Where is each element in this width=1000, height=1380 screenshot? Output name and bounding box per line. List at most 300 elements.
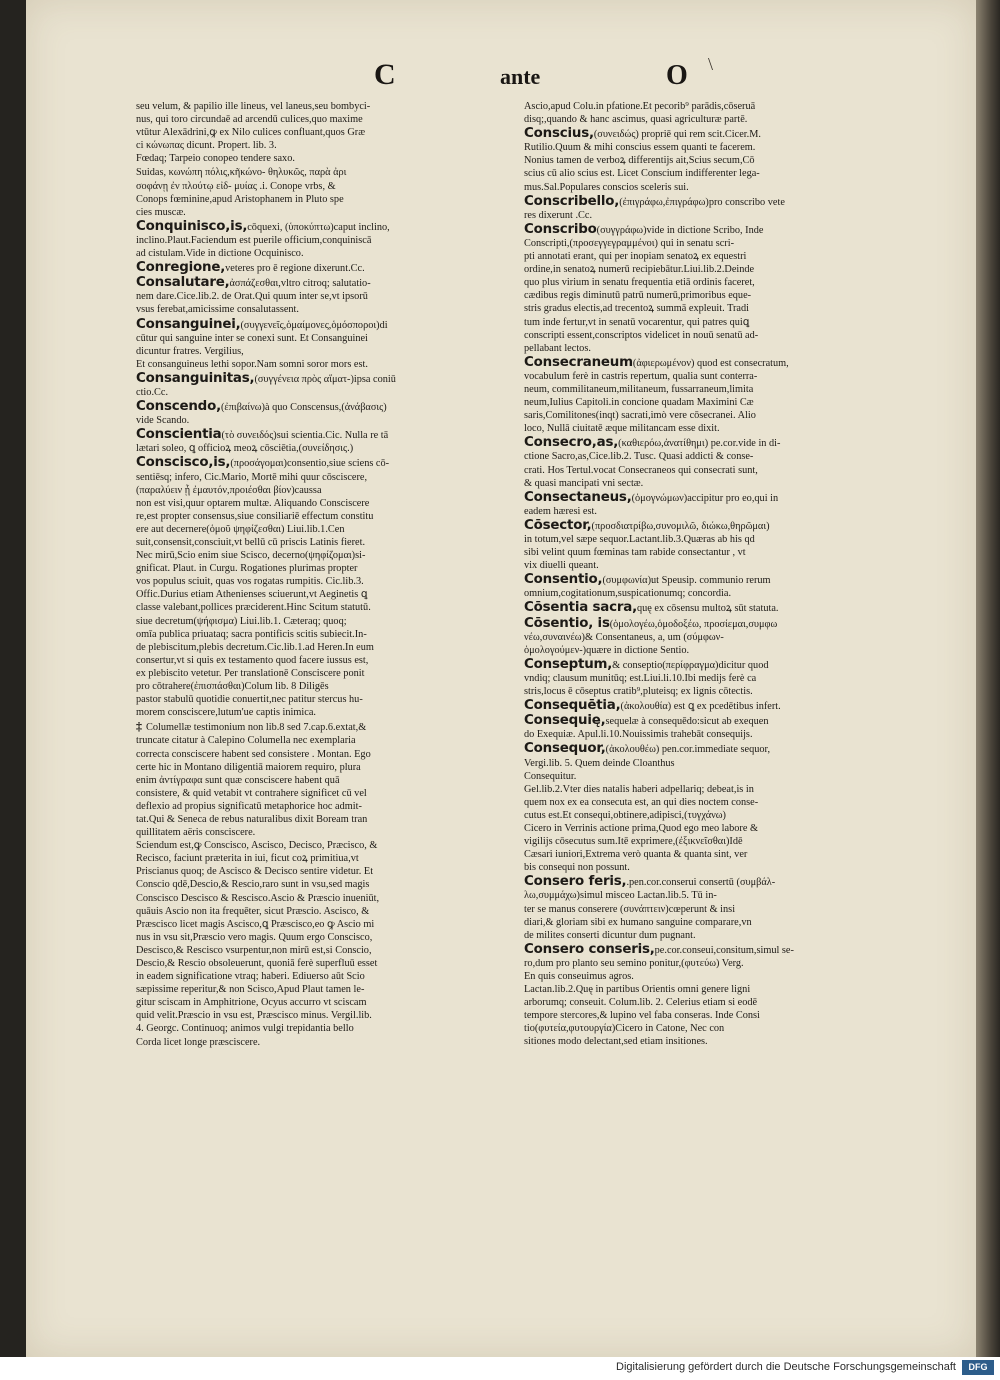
entry-line: [524, 714, 904, 728]
entry-line: [136, 892, 504, 905]
entry-text: arborumq; conseuit. Colum.lib. 2. Celerius etiam si eodē: [524, 997, 758, 1009]
entry-line: [524, 601, 904, 615]
entry-text: nus in vsu sit,Præscio vero magis. Quum ergo Conscisco,: [136, 931, 373, 943]
entry-text: pti annotati erant, qui per inopiam senatoꝝ ex equestri: [524, 251, 747, 263]
entry-text: quę ex cōsensu multoꝝ sūt statuta.: [636, 603, 779, 615]
dictionary-entry: [524, 617, 904, 657]
entry-line: [136, 905, 504, 918]
dictionary-entry: [136, 400, 504, 427]
entry-line: [136, 693, 504, 706]
entry-text: siue decretum(ψήφισμα) Liui.lib.1. Cæteraq; quoq;: [136, 615, 347, 627]
page-edge: [976, 0, 1000, 1357]
dictionary-entry: [524, 699, 904, 713]
entry-text: eadem hæresi est.: [524, 505, 597, 517]
dictionary-entry: [524, 658, 904, 698]
entry-text: cōquexi, (ὑποκύπτω)caput inclino,: [247, 221, 390, 233]
entry-text: vos populus sciuit, quas vos rogatas rumpitis. Cic.lib.3.: [136, 576, 364, 588]
entry-text: cutus est.Et consequi,obtinere,adipisci,(τυγχάνω): [524, 809, 726, 821]
entry-line: [524, 1022, 904, 1035]
entry-line: [136, 748, 504, 761]
entry-text: omīa publica priuataq; sacra pontificis scitis subiecit.In-: [136, 628, 367, 640]
entry-text: consistere, & quid vetabit vt contrahere significet cū vel: [136, 787, 367, 799]
entry-line: [136, 332, 504, 345]
entry-text: disq;,quando & hanc ascimus, quasi agriculturæ partē.: [524, 114, 748, 126]
entry-text: Conscio qdē,Descio,& Rescio,raro sunt in vsu,sed magis: [136, 879, 370, 891]
entry-line: [136, 761, 504, 774]
entry-line: [136, 152, 504, 165]
entry-line: [524, 970, 904, 983]
entry-line: [136, 414, 504, 427]
entry-line: [136, 957, 504, 970]
entry-line: [136, 497, 504, 510]
entry-text: pastor stabulū quotidie conuertit,nec patitur stercus hu-: [136, 694, 363, 706]
entry-text: Et consanguineus lethi sopor.Nam somni soror mors est.: [136, 358, 368, 370]
entry-text: conscripti essent,conscriptos videlicet in nouū senatū ad-: [524, 329, 759, 341]
dictionary-entry: [136, 166, 504, 218]
entry-text: lætari soleo, ꝗ officioꝝ meoꝝ cōsciētia,(συνείδησις.): [136, 443, 354, 455]
entry-line: [136, 234, 504, 247]
entry-headword: Consectaneus,: [524, 490, 632, 505]
entry-line: [136, 628, 504, 641]
entry-line: [136, 549, 504, 562]
entry-line: [524, 783, 904, 796]
entry-text: ὁμολογούμεν‑)quære in dictione Sentio.: [524, 644, 690, 656]
entry-line: [524, 370, 904, 383]
entry-line: [136, 813, 504, 826]
entry-headword: Conscientia: [136, 428, 222, 443]
entry-text: classe valebant,pollices præciderent.Hinc Scitum statutū.: [136, 602, 371, 614]
entry-line: [524, 617, 904, 631]
dictionary-entry: [524, 519, 904, 572]
entry-text: (προσάγομαι)consentio,siue sciens cō-: [230, 458, 390, 470]
entry-text: deflexio ad propius significatū metaphorice hoc admit-: [136, 800, 362, 812]
entry-text: ἀσπάζεσθαι,vltro citroq; salutatio-: [229, 278, 371, 290]
entry-text: de milites conserti dicuntur dum pugnant.: [524, 929, 696, 941]
entry-text: tio(φυτεία,φυτουργία)Cicero in Catone, Nec con: [524, 1023, 725, 1035]
entry-headword: Consero feris,: [524, 875, 627, 890]
entry-text: Lactan.lib.2.Quę in partibus Orientis omni genere ligni: [524, 984, 751, 996]
entry-text: certe hic in Montano diligentiā maiorem requiro, plura: [136, 761, 361, 773]
entry-text: ad cistulam.Vide in dictione Ocquinisco.: [136, 248, 304, 260]
entry-text: quem nox ex ea consecuta est, an qui dies noctem conse-: [524, 796, 759, 808]
entry-text: Vergi.lib. 5. Quem deinde Cloanthus: [524, 757, 675, 769]
footer-bar: [0, 1357, 1000, 1380]
entry-line: [524, 996, 904, 1009]
entry-headword: Cōsentio, is: [524, 616, 610, 631]
entry-headword: Conseptum,: [524, 657, 613, 672]
entry-text: vide Scando.: [136, 415, 190, 427]
entry-text: (ἐπιβαίνω)à quo Conscensus,(ἀνάβασις): [220, 402, 387, 414]
entry-line: [524, 559, 904, 572]
entry-line: [524, 396, 904, 409]
dictionary-entry: [524, 943, 904, 1049]
entry-text: quo plus virium in senatu frequentia etiā ordinis faceret,: [524, 277, 755, 289]
entry-text: loco, Nullā ciuitatē æque militancam esse dixit.: [524, 423, 720, 435]
running-head: [26, 54, 976, 98]
entry-line: [524, 519, 904, 533]
entry-headword: Cōsentia sacra,: [524, 601, 637, 616]
entry-text: pe.cor.conseui,consitum,simul se-: [654, 944, 794, 956]
entry-text: Recisco, faciunt præterita in iui, ficut coꝝ primitiua,vt: [136, 853, 359, 865]
entry-text: (ἀκολουθέω) pen.cor.immediate sequor,: [605, 744, 771, 756]
entry-line: [524, 127, 904, 141]
entry-line: [136, 442, 504, 455]
entry-line: [136, 276, 504, 290]
entry-text: veteres pro ē regione dixerunt.Cc.: [225, 263, 365, 275]
entry-line: [524, 889, 904, 902]
entry-text: pellabant lectos.: [524, 342, 591, 354]
entry-text: (ὁμογνώμων)accipitur pro eo,qui in: [631, 492, 779, 504]
entry-text: .pen.cor.conserui consertū (συμβάλ-: [626, 877, 776, 889]
dictionary-entry: [136, 220, 504, 260]
entry-text: Offic.Durius etiam Athenienses sciuerunt,vt Aeginetis ꝗ: [136, 589, 368, 601]
entry-text: quid velit.Præscio in vsu est, Præscisco minus. Vergil.lib.: [136, 1010, 372, 1022]
running-head-word: ante: [500, 64, 541, 89]
entry-line: [524, 302, 904, 315]
entry-text: diari,& gloriam sibi ex humano sanguine comparare,vn: [524, 916, 752, 928]
entry-line: [136, 471, 504, 484]
entry-line: [136, 734, 504, 747]
dictionary-entry: [524, 127, 904, 193]
entry-text: Suidas, κωνώπη πόλις,κῆκώνο‑ θηλυκῶς, παρὰ ἀρι: [136, 167, 347, 179]
entry-text: enim ἀντίγραφα sunt quæ consciscere habent quā: [136, 774, 340, 786]
entry-line: [136, 261, 504, 275]
entry-line: [136, 996, 504, 1009]
entry-text: stris,locus ē cōseptus cratib⁹,pluteisq; ex lignis cōtectis.: [524, 686, 753, 698]
entry-text: & conseptio(περίφραγμα)dicitur quod: [612, 659, 769, 671]
dictionary-entry: [524, 573, 904, 600]
entry-headword: Consequētia,: [524, 699, 621, 714]
entry-text: Fœdaq; Tarpeio conopeo tendere saxo.: [136, 153, 295, 165]
entry-line: [136, 456, 504, 470]
entry-line: [136, 400, 504, 414]
entry-line: [136, 720, 504, 734]
right-column: [524, 100, 904, 1050]
dfg-logo: DFG: [962, 1360, 994, 1375]
entry-text: sitiones modo delectant,sed etiam insitiones.: [524, 1036, 708, 1048]
entry-text: Cæsari iuniori,Extrema verò quanta & quanta sint, ver: [524, 849, 748, 861]
entry-text: & quasi mancipati vni sectæ.: [524, 477, 644, 489]
entry-line: [136, 931, 504, 944]
entry-line: [524, 113, 904, 126]
entry-line: [524, 289, 904, 302]
running-head-letter-right: O: [666, 60, 688, 91]
entry-text: (παραλύειν ᾗ ἐμαυτόν,προιέσθαι βίον)caussa: [136, 484, 322, 496]
entry-line: [136, 358, 504, 371]
dictionary-entry: [136, 720, 504, 1048]
entry-line: [136, 826, 504, 839]
entry-text: 4. Georgc. Continuoq; animos vulgi trepidantia bello: [136, 1023, 354, 1035]
entry-text: suit,consensit,consciuit,vt bellū cū priscis Latinis fieret.: [136, 537, 366, 548]
entry-text: Gel.lib.2.Vter dies natalis haberi adpellariq; debeat,is in: [524, 783, 754, 795]
entry-line: [136, 878, 504, 891]
entry-text: Descio,& Rescio obsoleuerunt, quoniā ferè superfluū esset: [136, 958, 378, 969]
entry-line: [524, 316, 904, 329]
entry-text: bis consequi non possunt.: [524, 862, 630, 874]
running-head-letter-left: C: [374, 58, 396, 91]
entry-line: [136, 575, 504, 588]
entry-line: [524, 154, 904, 167]
dictionary-entry: [524, 491, 904, 518]
entry-text: vigilijs cōsecutus sum.Itē exprimere,(ἐξικνεῖσθαι)Idē: [524, 836, 743, 848]
dictionary-entry: [136, 261, 504, 275]
entry-line: [136, 839, 504, 852]
entry-line: [136, 1022, 504, 1035]
entry-headword: Consequor,: [524, 742, 606, 757]
entry-text: En quis conseuimus agros.: [524, 971, 634, 982]
entry-line: [136, 318, 504, 332]
entry-line: [524, 436, 904, 450]
entry-line: [524, 699, 904, 713]
entry-text: morem consciscere,lutum'ue captis inimica.: [136, 707, 316, 719]
entry-text: mus.Sal.Populares conscios sceleris sui.: [524, 181, 689, 193]
entry-line: [136, 484, 504, 497]
entry-line: [524, 533, 904, 546]
entry-line: [524, 1035, 904, 1048]
entry-text: truncate citatur à Calepino Columella nec exemplaria: [136, 735, 356, 747]
entry-text: quillitatem aëris consciscere.: [136, 827, 256, 839]
entry-text: in totum,vel sæpe sequor.Lactant.lib.3.Quæras ab his qd: [524, 534, 755, 545]
entry-line: [524, 237, 904, 250]
entry-line: [524, 505, 904, 518]
entry-text: sibi velint quum fœminas tam rabide consectantur , vt: [524, 547, 746, 559]
entry-text: scius cū alio scius est. Licet Conscium indifferenter lega-: [524, 168, 760, 180]
dictionary-entry: [524, 742, 904, 874]
entry-line: [524, 209, 904, 222]
entry-line: [136, 970, 504, 983]
entry-line: [524, 943, 904, 957]
entry-line: [136, 220, 504, 234]
entry-text: (ὁμολογέω,ὁμοδοξέω, προσίεμαι,συμφω: [609, 618, 778, 630]
entry-headword: Conscribo: [524, 222, 597, 237]
entry-line: [136, 100, 504, 113]
entry-line: [136, 180, 504, 193]
running-head-mark: \: [708, 54, 714, 74]
entry-text: Rutilio.Quum & mihi conscius essem quanti te facerem.: [524, 142, 756, 154]
entry-line: [524, 141, 904, 154]
entry-headword: Conscendo,: [136, 400, 221, 415]
funding-credit: Digitalisierung gefördert durch die Deutsche Forschungsgemeinschaft: [616, 1361, 956, 1373]
entry-text: re,est propter consensus,siue consiliariē effectum constitu: [136, 510, 374, 522]
entry-line: [136, 247, 504, 260]
entry-headword: Conscisco,is,: [136, 456, 231, 471]
entry-text: neum,Iulius Capitoli.in concione quadam Maximini Cæ: [524, 397, 754, 409]
entry-line: [136, 667, 504, 680]
entry-text: do Exequiæ. Apul.li.10.Nouissimis trahebāt consequijs.: [524, 729, 753, 741]
entry-line: [524, 658, 904, 672]
dictionary-entry: [136, 318, 504, 371]
entry-headword: Consecro,as,: [524, 436, 619, 451]
entry-text: nem dare.Cice.lib.2. de Orat.Qui quum inter se,vt ipsorū: [136, 291, 368, 303]
dictionary-entry: [136, 428, 504, 455]
entry-line: [136, 113, 504, 126]
entry-line: [524, 875, 904, 889]
entry-text: stris gradus electis,ad trecentoꝝ summā expleuit. Tradi: [524, 303, 750, 315]
entry-line: [136, 852, 504, 865]
entry-line: [136, 206, 504, 219]
entry-text: Ascio,apud Colu.in pfatione.Et pecorib⁹ parādis,cōseruā: [524, 101, 756, 112]
entry-line: [524, 1009, 904, 1022]
dictionary-entry: [136, 372, 504, 399]
entry-text: Præscisco licet magis Ascisco,ꝗ Præscisco,eo ꝙ Ascio mi: [136, 918, 375, 930]
entry-line: [136, 918, 504, 931]
entry-text: dicuntur fratres. Vergilius,: [136, 345, 244, 357]
entry-line: [524, 422, 904, 435]
entry-line: [136, 641, 504, 654]
entry-line: [524, 587, 904, 600]
entry-line: [524, 631, 904, 644]
entry-text: Conops fœminine,apud Aristophanem in Pluto spe: [136, 193, 344, 205]
entry-text: saris,Comilitones(inqt) sacrati,imò vere cōsecranei. Alio: [524, 410, 756, 422]
entry-line: [524, 329, 904, 342]
entry-line: [136, 654, 504, 667]
entry-text: λω,συμμάχω)simul misceo Lactan.lib.5. Tū in-: [524, 890, 717, 902]
entry-text: cūtur qui sanguine inter se conexi sunt. Et Consanguinei: [136, 332, 368, 344]
entry-line: [136, 601, 504, 614]
entry-text: vtūtur Alexādrini,ꝙ ex Nilo culices confluant,quos Græ: [136, 127, 366, 139]
entry-text: in eadem significatione vtraq; haberi. Ediuerso aūt Scio: [136, 971, 365, 983]
scan-background: [0, 0, 26, 1360]
entry-text: Columellæ testimonium non lib.8 sed 7.cap.6.extat,&: [146, 722, 367, 734]
entry-text: vocabulum ferè in castris repertum, qualia sunt conterra-: [524, 370, 758, 382]
entry-line: [136, 290, 504, 303]
entry-line: [524, 223, 904, 237]
entry-line: [136, 615, 504, 628]
entry-text: crati. Hos Tertul.vocat Consecraneos qui consecrati sunt,: [524, 464, 758, 476]
book-page: [26, 0, 976, 1357]
entry-text: (συγγενεῖς,ὁμαίμονες,ὁμόσποροι)di: [240, 319, 388, 331]
entry-text: (τὸ συνειδός)sui scientia.Cic. Nulla re tā: [221, 430, 389, 442]
entry-line: [524, 685, 904, 698]
entry-headword: Cōsector,: [524, 518, 592, 533]
entry-line: [136, 944, 504, 957]
entry-headword: Conscribello,: [524, 194, 620, 209]
entry-line: [524, 491, 904, 505]
entry-line: [136, 706, 504, 719]
entry-text: correcta consciscere habent sed consistere . Montan. Ego: [136, 748, 371, 760]
entry-text: νέω,συναινέω)& Consentaneus, a, um (σύμφων‑: [524, 631, 724, 643]
entry-line: [524, 477, 904, 490]
entry-line: [136, 126, 504, 139]
entry-line: [136, 865, 504, 878]
entry-text: ter se manus conserere (συνάπτειν)cœperunt & insi: [524, 903, 736, 915]
entry-text: de plebiscitum,plebis decretum.Cic.lib.1.ad Heren.In eum: [136, 641, 374, 653]
entry-text: ere aut decernere(ὁμοῦ ψηφίζεσθαι) Liui.lib.1.Cen: [136, 523, 345, 535]
entry-text: gitur sciscam in Amphitrione, Ocyus accurro vt sciscam: [136, 997, 367, 1009]
entry-line: [524, 916, 904, 929]
entry-text: consertur,vt si quis ex testamento quod facere iussus est,: [136, 654, 369, 666]
entry-text: (καθιερόω,ἀνατίθημι) pe.cor.vide in di-: [618, 438, 781, 450]
entry-line: [524, 546, 904, 559]
entry-text: Nec mirū,Scio enim siue Scisco, decerno(ψηφίζομαι)si-: [136, 550, 366, 562]
entry-line: [136, 303, 504, 316]
entry-line: [524, 983, 904, 996]
entry-line: [136, 428, 504, 442]
entry-line: [136, 588, 504, 601]
entry-text: nus, qui toro circundaē ad arcendū culices,quo maxime: [136, 114, 363, 126]
entry-text: ex plebiscito vetetur. Per translationē Consciscere ponit: [136, 667, 365, 679]
entry-line: [136, 1036, 504, 1049]
entry-text: (προσδιατρίβω,συνομιλῶ, διώκω,θηρῶμαι): [591, 520, 770, 532]
entry-line: [136, 800, 504, 813]
entry-text: Cicero in Verrinis actione prima,Quod ego meo labore &: [524, 822, 758, 834]
entry-text: (συγγράφω)vide in dictione Scribo, Inde: [596, 224, 764, 236]
entry-line: [136, 166, 504, 179]
entry-text: pro cōtrahere(ἐπισπάσθαι)Colum lib. 8 Diligēs: [136, 681, 329, 693]
entry-line: [136, 386, 504, 399]
entry-line: [524, 573, 904, 587]
entry-line: [524, 100, 904, 113]
entry-text: vndiq; clausum munitūq; est.Liui.li.10.Ibi medijs ferè ca: [524, 672, 757, 684]
entry-line: [524, 728, 904, 741]
entry-line: [524, 644, 904, 657]
entry-text: Conscripti,(προσεγγεγραμμένοι) qui in senatu scri-: [524, 237, 735, 249]
dictionary-entry: [524, 436, 904, 489]
entry-line: [524, 929, 904, 942]
entry-text: ro,dum pro planto seu semino ponitur,(φυτεύω) Verg.: [524, 957, 744, 969]
entry-text: Consequitur.: [524, 770, 577, 782]
entry-text: σοφάνῃ ἐν πλούτῳ εἰδ‑ μυίας .i. Conope vrbs, &: [136, 180, 336, 192]
entry-line: [136, 510, 504, 523]
dictionary-entry: [524, 100, 904, 126]
dictionary-entry: [524, 875, 904, 941]
entry-text: (συμφωνία)ut Speusip. communio rerum: [602, 575, 771, 587]
entry-text: Corda licet longe præsciscere.: [136, 1036, 261, 1048]
entry-line: [136, 787, 504, 800]
entry-line: [524, 342, 904, 355]
entry-text: gnificat. Plaut. in Curgu. Rogationes plurimas propter: [136, 563, 358, 575]
entry-text: omnium,cogitationum,suspicationumq; concordia.: [524, 588, 732, 600]
dictionary-entry: [136, 276, 504, 316]
entry-text: (συνειδώς) propriē qui rem scit.Cicer.M.: [593, 129, 761, 141]
entry-text: tat.Qui & Seneca de rebus naturalibus dixit Boream tran: [136, 813, 368, 825]
entry-text: res dixerunt .Cc.: [524, 209, 593, 221]
entry-headword: Consequię,: [524, 714, 606, 729]
entry-text: (ἐπιγράφω,ἐπιγράφω)pro conscribo vete: [619, 196, 785, 208]
entry-text: ordine,in senatoꝝ numerū recipiebātur.Liui.lib.2.Deinde: [524, 264, 755, 276]
entry-line: [524, 250, 904, 263]
entry-text: sæpissime reperitur,& non Scisco,Apud Plaut tamen le-: [136, 984, 365, 996]
entry-line: [524, 848, 904, 861]
entry-text: cædibus regis diminutū patrū numerū,primoribus eque-: [524, 290, 752, 302]
entry-text: (ἀφιερωμένον) quod est consecratum,: [632, 357, 789, 369]
entry-line: [136, 193, 504, 206]
entry-text: ci κώνωπας dicunt. Propert. lib. 3.: [136, 140, 277, 152]
entry-line: [524, 822, 904, 835]
entry-text: Descisco,& Rescisco vsurpentur,non mirū est,si Conscio,: [136, 944, 372, 956]
entry-line: [136, 523, 504, 536]
entry-headword: Consero conseris,: [524, 942, 655, 957]
entry-headword: Consanguinei,: [136, 317, 241, 332]
left-column: [136, 100, 504, 1050]
entry-line: [524, 409, 904, 422]
entry-text: vix diuelli queant.: [524, 560, 599, 572]
entry-text: Conscisco Descisco & Rescisco.Ascio & Præscio inueniūt,: [136, 892, 380, 904]
entry-line: [524, 167, 904, 180]
note-marker-icon: ‡: [136, 720, 142, 734]
entry-headword: Conquinisco,is,: [136, 219, 248, 234]
dictionary-entry: [524, 356, 904, 436]
entry-line: [524, 809, 904, 822]
entry-text: tum inde fertur,vt in senatū vocarentur, qui patres quiꝗ: [524, 316, 750, 328]
entry-text: non est visi,quur optarem multæ. Aliquando Consciscere: [136, 497, 370, 509]
entry-text: inclino.Plaut.Faciendum est puerile officium,conquiniscā: [136, 234, 372, 246]
dictionary-entry: [136, 100, 504, 165]
entry-headword: Consalutare,: [136, 276, 230, 291]
entry-text: Sciendum est,ꝙ Conscisco, Ascisco, Decisco, Præcisco, &: [136, 840, 378, 852]
entry-text: cies muscæ.: [136, 206, 186, 218]
entry-line: [524, 356, 904, 370]
